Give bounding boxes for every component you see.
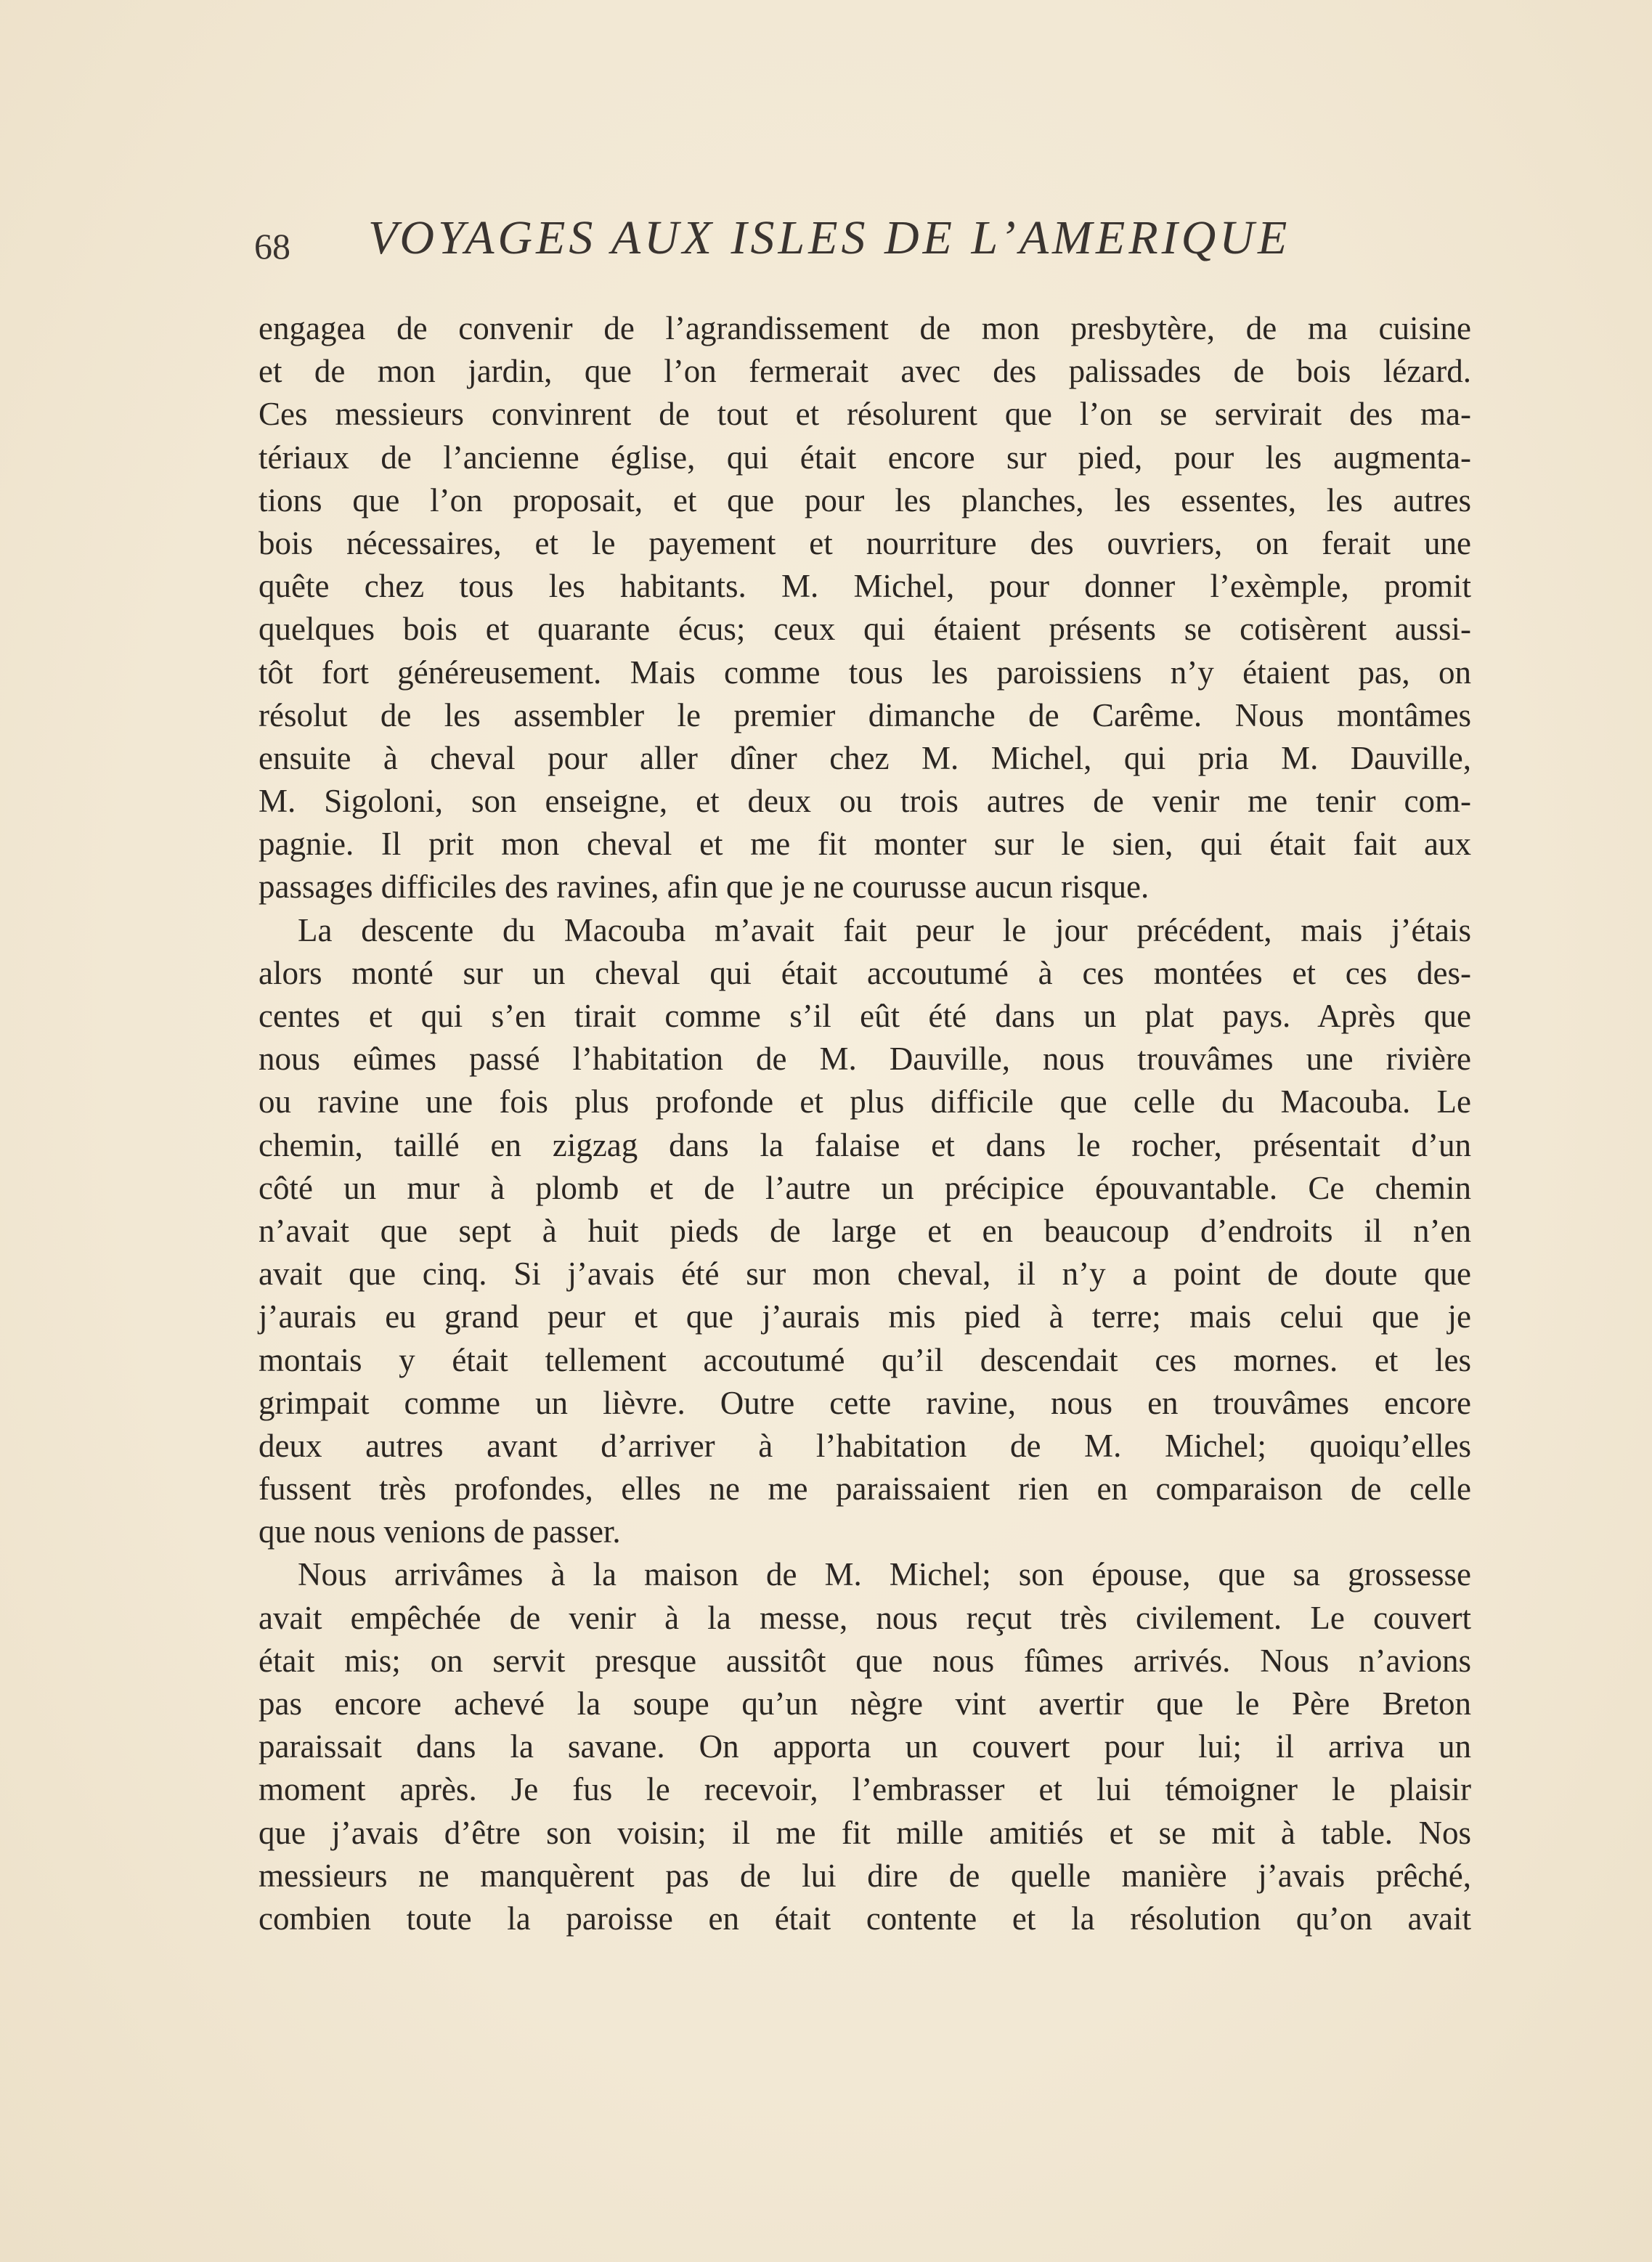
body-text bbox=[259, 307, 1471, 1940]
text-line: tions que l’on proposait, et que pour les planches, les essentes, les autres bbox=[259, 481, 1471, 518]
paragraph-start-line: Nous arrivâmes à la maison de M. Michel; son épouse, que sa grossesse bbox=[298, 1556, 1471, 1593]
text-line: combien toute la paroisse en était contente et la résolution qu’on avait bbox=[259, 1900, 1471, 1937]
text-line: n’avait que sept à huit pieds de large et en beaucoup d’endroits il n’en bbox=[259, 1212, 1471, 1249]
text-line: j’aurais eu grand peur et que j’aurais mis pied à terre; mais celui que je bbox=[259, 1298, 1471, 1335]
text-line: bois nécessaires, et le payement et nourriture des ouvriers, on ferait une bbox=[259, 524, 1471, 561]
text-line: nous eûmes passé l’habitation de M. Dauville, nous trouvâmes une rivière bbox=[259, 1041, 1471, 1078]
text-line: ensuite à cheval pour aller dîner chez M. Michel, qui pria M. Dauville, bbox=[259, 739, 1471, 776]
text-line: tériaux de l’ancienne église, qui était encore sur pied, pour les augmenta- bbox=[259, 439, 1471, 476]
text-line: ou ravine une fois plus profonde et plus difficile que celle du Macouba. Le bbox=[259, 1083, 1471, 1120]
text-line: pagnie. Il prit mon cheval et me fit monter sur le sien, qui était fait aux bbox=[259, 826, 1471, 863]
text-line: avait empêchée de venir à la messe, nous reçut très civilement. Le couvert bbox=[259, 1599, 1471, 1636]
text-line: Ces messieurs convinrent de tout et résolurent que l’on se servirait des ma- bbox=[259, 396, 1471, 433]
text-line: M. Sigoloni, son enseigne, et deux ou trois autres de venir me tenir com- bbox=[259, 783, 1471, 820]
paragraph-start-line: La descente du Macouba m’avait fait peur le jour précédent, mais j’étais bbox=[298, 911, 1471, 948]
text-line: était mis; on servit presque aussitôt que nous fûmes arrivés. Nous n’avions bbox=[259, 1642, 1471, 1679]
text-line: moment après. Je fus le recevoir, l’embrasser et lui témoigner le plaisir bbox=[259, 1771, 1471, 1808]
text-line: chemin, taillé en zigzag dans la falaise et dans le rocher, présentait d’un bbox=[259, 1126, 1471, 1163]
running-head bbox=[254, 211, 1481, 276]
text-line: montais y était tellement accoutumé qu’il descendait ces mornes. et les bbox=[259, 1341, 1471, 1378]
text-line: centes et qui s’en tirait comme s’il eût été dans un plat pays. Après que bbox=[259, 998, 1471, 1034]
text-line: avait que cinq. Si j’avais été sur mon cheval, il n’y a point de doute que bbox=[259, 1256, 1471, 1293]
text-line: messieurs ne manquèrent pas de lui dire de quelle manière j’avais prêché, bbox=[259, 1857, 1471, 1894]
paragraph-end-line: passages difficiles des ravines, afin que je ne courusse aucun risque. bbox=[259, 868, 1150, 906]
text-line: fussent très profondes, elles ne me paraissaient rien en comparaison de celle bbox=[259, 1470, 1471, 1508]
text-line: quelques bois et quarante écus; ceux qui étaient présents se cotisèrent aussi- bbox=[259, 611, 1471, 648]
text-line: quête chez tous les habitants. M. Michel, pour donner l’exèmple, promit bbox=[259, 568, 1471, 605]
text-line: paraissait dans la savane. On apporta un couvert pour lui; il arriva un bbox=[259, 1728, 1471, 1765]
text-line: grimpait comme un lièvre. Outre cette ravine, nous en trouvâmes encore bbox=[259, 1384, 1471, 1421]
text-line: pas encore achevé la soupe qu’un nègre vint avertir que le Père Breton bbox=[259, 1685, 1471, 1722]
text-line: alors monté sur un cheval qui était accoutumé à ces montées et ces des- bbox=[259, 954, 1471, 991]
text-line: deux autres avant d’arriver à l’habitation de M. Michel; quoiqu’elles bbox=[259, 1427, 1471, 1464]
text-line: tôt fort généreusement. Mais comme tous les paroissiens n’y étaient pas, on bbox=[259, 654, 1471, 691]
text-line: et de mon jardin, que l’on fermerait avec des palissades de bois lézard. bbox=[259, 353, 1471, 390]
paragraph-end-line: que nous venions de passer. bbox=[259, 1513, 621, 1550]
text-line: côté un mur à plomb et de l’autre un précipice épouvantable. Ce chemin bbox=[259, 1169, 1471, 1206]
text-line: engagea de convenir de l’agrandissement de mon presbytère, de ma cuisine bbox=[259, 310, 1471, 346]
text-line: résolut de les assembler le premier dimanche de Carême. Nous montâmes bbox=[259, 696, 1471, 733]
page-number: 68 bbox=[254, 226, 290, 267]
book-title: VOYAGES AUX ISLES DE L’AMERIQUE bbox=[368, 211, 1291, 264]
text-line: que j’avais d’être son voisin; il me fit mille amitiés et se mit à table. Nos bbox=[259, 1814, 1471, 1851]
